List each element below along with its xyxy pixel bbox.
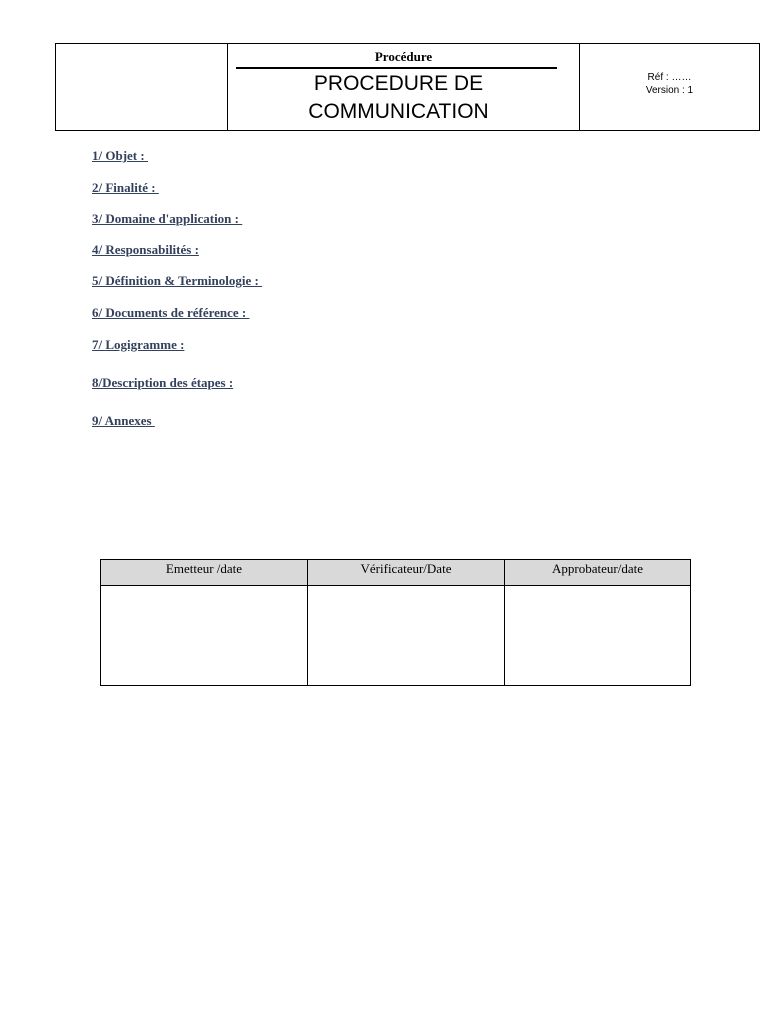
title-line-2: COMMUNICATION bbox=[308, 100, 489, 123]
version: Version : 1 bbox=[645, 85, 694, 96]
title-cell bbox=[228, 44, 580, 130]
section-responsabilites: 4/ Responsabilités : bbox=[92, 242, 199, 257]
signature-header-row bbox=[101, 560, 691, 586]
section-definition: 5/ Définition & Terminologie : bbox=[92, 273, 263, 288]
section-documents: 6/ Documents de référence : bbox=[92, 305, 250, 320]
section-annexes: 9/ Annexes bbox=[92, 413, 155, 428]
section-description: 8/Description des étapes : bbox=[92, 375, 234, 390]
signature-table bbox=[100, 559, 691, 686]
document-title bbox=[228, 70, 569, 126]
emetteur-signature-cell bbox=[101, 586, 308, 686]
reference: Réf : …… bbox=[647, 72, 692, 83]
section-finalite: 2/ Finalité : bbox=[92, 180, 159, 195]
document-header bbox=[55, 43, 760, 131]
section-domaine: 3/ Domaine d'application : bbox=[92, 211, 243, 226]
title-line-1: PROCEDURE DE bbox=[313, 72, 484, 95]
signature-row bbox=[101, 586, 691, 686]
section-objet: 1/ Objet : bbox=[92, 148, 148, 163]
meta-cell bbox=[580, 44, 759, 130]
section-logigramme: 7/ Logigramme : bbox=[92, 337, 185, 352]
verificateur-signature-cell bbox=[308, 586, 505, 686]
title-divider bbox=[236, 67, 557, 69]
document-meta bbox=[580, 71, 759, 97]
approbateur-signature-cell bbox=[505, 586, 691, 686]
emetteur-header: Emetteur /date bbox=[101, 560, 308, 586]
approbateur-header: Approbateur/date bbox=[505, 560, 691, 586]
verificateur-header: Vérificateur/Date bbox=[308, 560, 505, 586]
logo-cell bbox=[56, 44, 228, 130]
document-type: Procédure bbox=[374, 49, 433, 64]
